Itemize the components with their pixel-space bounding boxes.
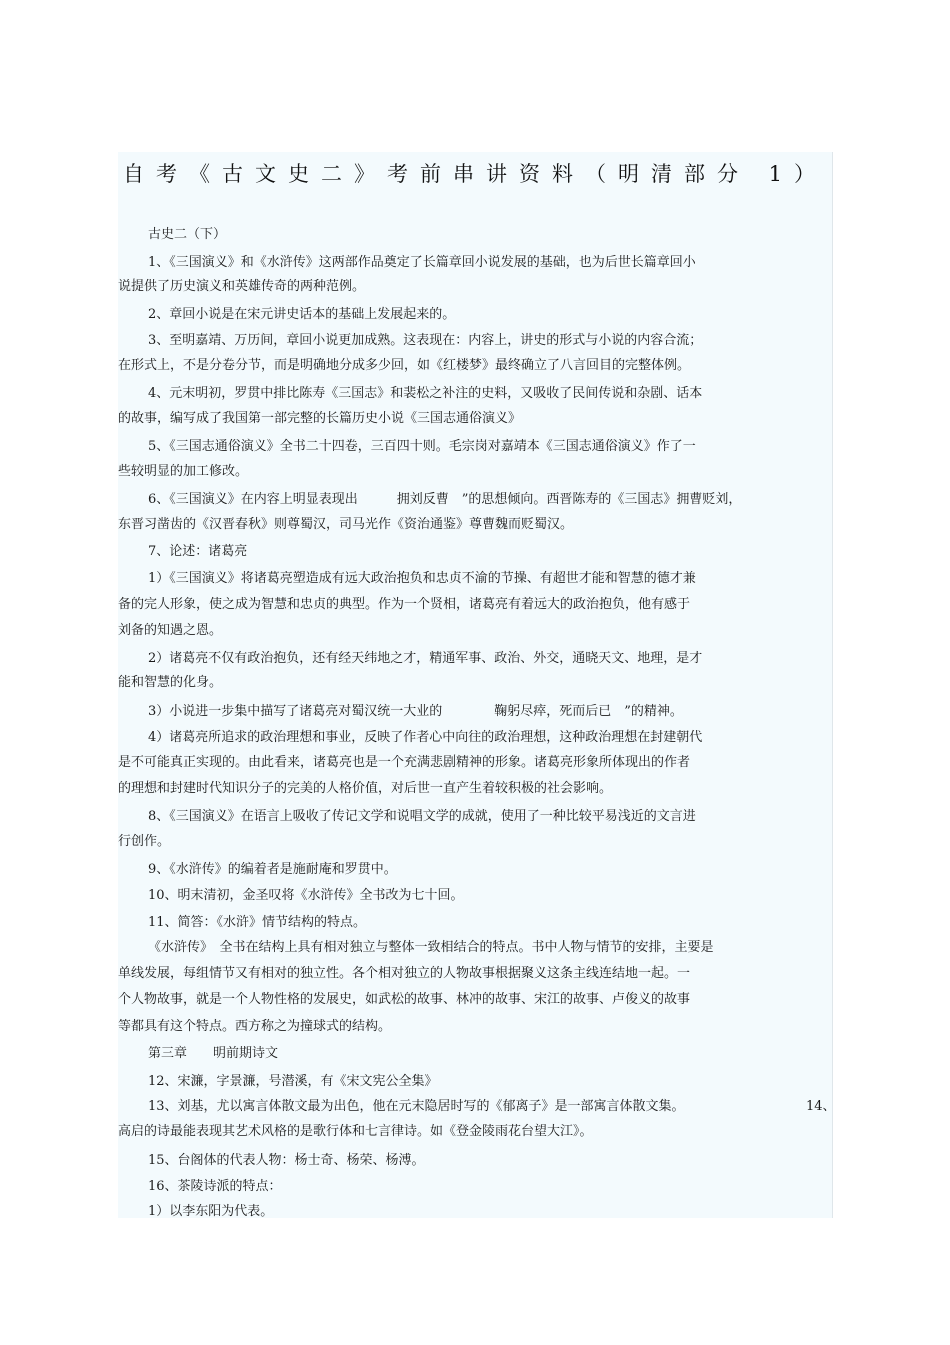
paragraph-line: 1、《三国演义》和《水浒传》这两部作品奠定了长篇章回小说发展的基础，也为后世长篇章回小 (148, 255, 696, 270)
paragraph-line: 3）小说进一步集中描写了诸葛亮对蜀汉统一大业的 鞠躬尽瘁，死而后已 ”的精神。 (148, 704, 683, 719)
paragraph-line: 2、章回小说是在宋元讲史话本的基础上发展起来的。 (148, 307, 456, 322)
paragraph-line: 说提供了历史演义和英雄传奇的两种范例。 (118, 279, 366, 294)
paragraph-line: 在形式上，不是分卷分节，而是明确地分成多少回，如《红楼梦》最终确立了八言回目的完整体例。 (118, 358, 691, 373)
chapter-heading: 第三章 明前期诗文 (148, 1046, 279, 1061)
paragraph-line: 的故事，编写成了我国第一部完整的长篇历史小说《三国志通俗演义》 (118, 411, 522, 426)
paragraph-line: 5、《三国志通俗演义》全书二十四卷，三百四十则。毛宗岗对嘉靖本《三国志通俗演义》作了一 (148, 439, 696, 454)
paragraph-line: 2）诸葛亮不仅有政治抱负，还有经天纬地之才，精通军事、政治、外交，通晓天文、地理，是才 (148, 651, 703, 666)
paragraph-line: 4）诸葛亮所追求的政治理想和事业，反映了作者心中向往的政治理想，这种政治理想在封建朝代 (148, 730, 703, 745)
paragraph-line: 8、《三国演义》在语言上吸收了传记文学和说唱文学的成就，使用了一种比较平易浅近的文言进 (148, 809, 696, 824)
paragraph-line: 1）《三国演义》将诸葛亮塑造成有远大政治抱负和忠贞不渝的节操、有超世才能和智慧的德才兼 (148, 571, 696, 586)
paragraph-line: 9、《水浒传》的编着者是施耐庵和罗贯中。 (148, 862, 397, 877)
section-heading: 古史二（下） (148, 227, 227, 242)
paragraph-line: 16、茶陵诗派的特点： (148, 1179, 282, 1194)
paragraph-line: 单线发展，每组情节又有相对的独立性。各个相对独立的人物故事根据聚义这条主线连结地一起。一 (118, 966, 691, 981)
paragraph-line: 《水浒传》 全书在结构上具有相对独立与整体一致相结合的特点。书中人物与情节的安排，主要是 (148, 940, 714, 955)
paragraph-line: 15、台阁体的代表人物：杨士奇、杨荣、杨溥。 (148, 1153, 425, 1168)
paragraph-line: 4、元末明初，罗贯中排比陈寿《三国志》和裴松之补注的史料，又吸收了民间传说和杂剧、话本 (148, 386, 703, 401)
paragraph-line: 刘备的知遇之恩。 (118, 623, 223, 638)
paragraph-line: 13、刘基，尤以寓言体散文最为出色，他在元末隐居时写的《郁离子》是一部寓言体散文集。 (148, 1099, 685, 1114)
paragraph-line: 备的完人形象，使之成为智慧和忠贞的典型。作为一个贤相，诸葛亮有着远大的政治抱负，他有感于 (118, 597, 691, 612)
paragraph-line: 7、论述：诸葛亮 (148, 544, 248, 559)
paragraph-line: 12、宋濂，字景濂，号潜溪，有《宋文宪公全集》 (148, 1074, 438, 1089)
paragraph-line: 6、《三国演义》在内容上明显表现出 拥刘反曹 ”的思想倾向。西晋陈寿的《三国志》拥曹贬刘， (148, 492, 742, 507)
paragraph-line: 3、至明嘉靖、万历间，章回小说更加成熟。这表现在：内容上，讲史的形式与小说的内容合流； (148, 333, 703, 348)
paragraph-line: 1）以李东阳为代表。 (148, 1204, 274, 1219)
paragraph-line: 高启的诗最能表现其艺术风格的是歌行体和七言律诗。如《登金陵雨花台望大江》。 (118, 1124, 593, 1139)
paragraph-line: 是不可能真正实现的。由此看来，诸葛亮也是一个充满悲剧精神的形象。诸葛亮形象所体现出的作者 (118, 755, 691, 770)
paragraph-line: 14、 (806, 1099, 836, 1114)
paragraph-line: 等都具有这个特点。西方称之为撞球式的结构。 (118, 1019, 392, 1034)
paragraph-line: 个人物故事，就是一个人物性格的发展史，如武松的故事、林冲的故事、宋江的故事、卢俊义的故事 (118, 992, 691, 1007)
document-title: 自考《古文史二》考前串讲资料（明清部分 1） (122, 162, 828, 186)
paragraph-line: 行创作。 (118, 834, 171, 849)
paragraph-line: 些较明显的加工修改。 (118, 464, 249, 479)
paragraph-line: 10、明末清初，金圣叹将《水浒传》全书改为七十回。 (148, 888, 464, 903)
paragraph-line: 能和智慧的化身。 (118, 675, 223, 690)
paragraph-line: 东晋习凿齿的《汉晋春秋》则尊蜀汉，司马光作《资治通鉴》尊曹魏而贬蜀汉。 (118, 517, 574, 532)
paragraph-line: 的理想和封建时代知识分子的完美的人格价值，对后世一直产生着较积极的社会影响。 (118, 781, 613, 796)
paragraph-line: 11、简答：《水浒》情节结构的特点。 (148, 915, 367, 930)
